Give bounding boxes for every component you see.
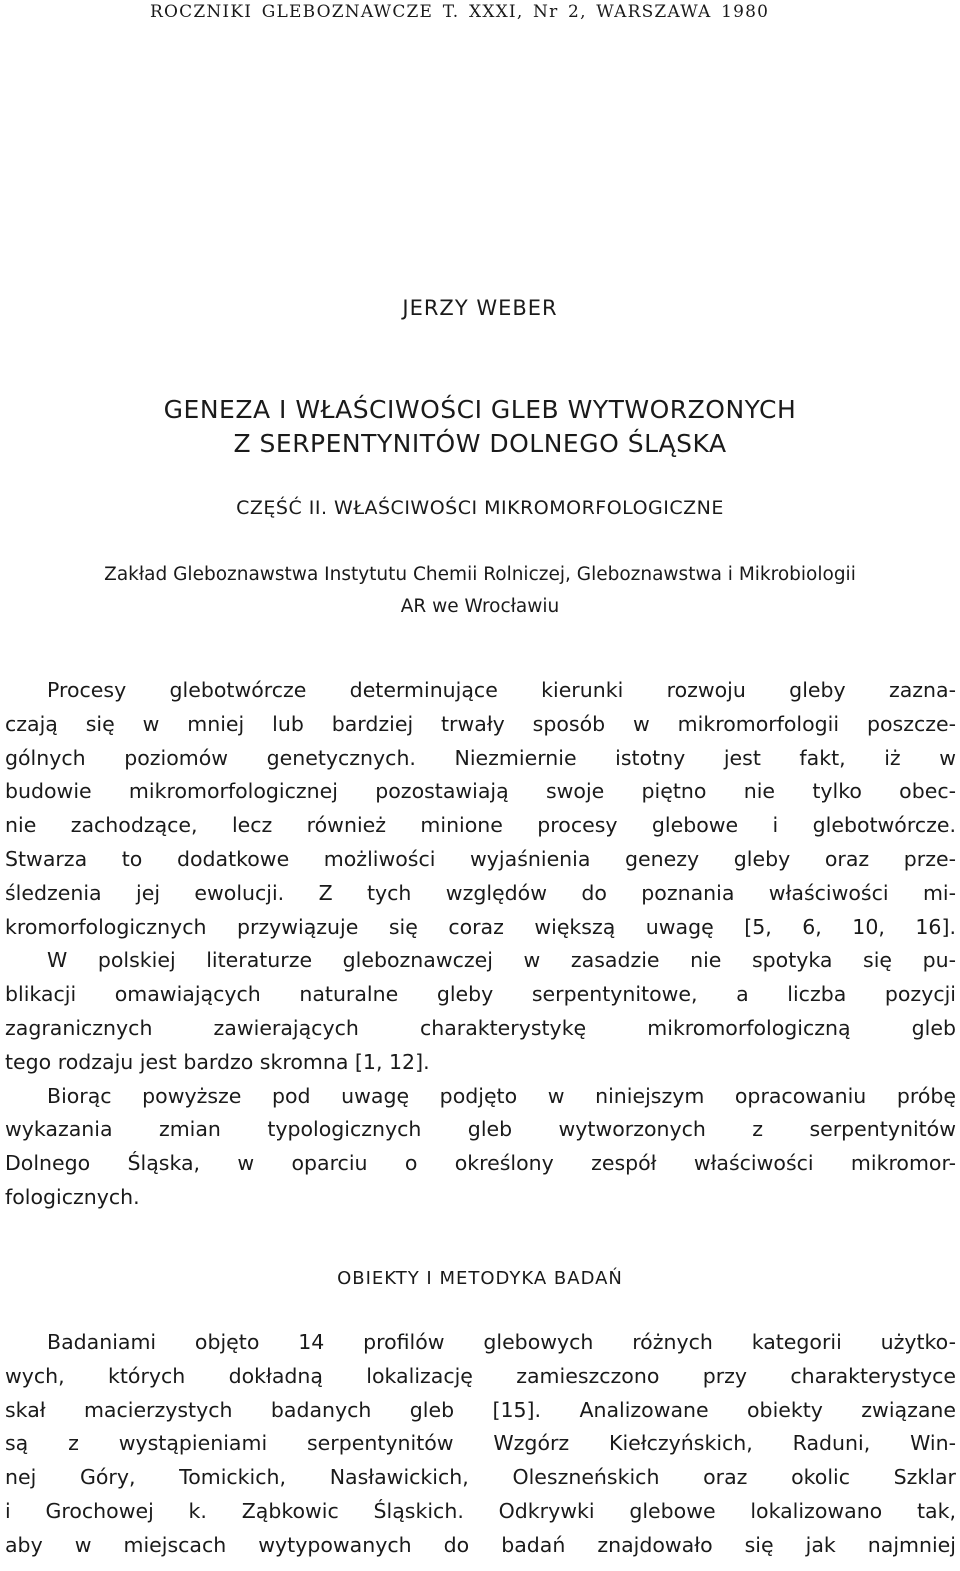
intro-line: gólnych poziomów genetycznych. Niezmiernie istotny jest fakt, iż w bbox=[5, 745, 956, 770]
intro-line: blikacji omawiających naturalne gleby serpentynitowe, a liczba pozycji bbox=[5, 982, 956, 1007]
intro-line: fologicznych. bbox=[5, 1184, 140, 1209]
intro-line: Stwarza to dodatkowe możliwości wyjaśnienia genezy gleby oraz prze- bbox=[5, 846, 956, 871]
article-title bbox=[0, 393, 960, 461]
methods-line: aby w miejscach wytypowanych do badań znajdowało się jak najmniej bbox=[5, 1532, 956, 1557]
intro-text bbox=[5, 674, 956, 1215]
methods-line: i Grochowej k. Ząbkowic Śląskich. Odkrywki glebowe lokalizowano tak, bbox=[5, 1498, 956, 1523]
methods-line: wych, których dokładną lokalizację zamieszczono przy charakterystyce bbox=[5, 1363, 956, 1388]
intro-line: W polskiej literaturze gleboznawczej w zasadzie nie spotyka się pu- bbox=[47, 948, 956, 973]
affiliation-line-2: AR we Wrocławiu bbox=[400, 596, 560, 617]
intro-line: zagranicznych zawierających charakterystykę mikromorfologiczną gleb bbox=[5, 1015, 956, 1040]
intro-line: wykazania zmian typologicznych gleb wytworzonych z serpentynitów bbox=[5, 1117, 956, 1142]
article-title-line-2: Z SERPENTYNITÓW DOLNEGO ŚLĄSKA bbox=[233, 429, 727, 458]
intro-line: nie zachodzące, lecz również minione procesy glebowe i glebotwórcze. bbox=[5, 813, 956, 838]
intro-line: tego rodzaju jest bardzo skromna [1, 12]. bbox=[5, 1049, 430, 1074]
intro-line: czają się w mniej lub bardziej trwały sposób w mikromorfologii poszcze- bbox=[5, 711, 956, 736]
author-name: JERZY WEBER bbox=[402, 296, 558, 320]
methods-text bbox=[5, 1326, 956, 1563]
intro-line: Biorąc powyższe pod uwagę podjęto w niniejszym opracowaniu próbę bbox=[47, 1083, 956, 1108]
section-heading: OBIEKTY I METODYKA BADAŃ bbox=[337, 1268, 623, 1289]
intro-line: śledzenia jej ewolucji. Z tych względów do poznania właściwości mi- bbox=[5, 880, 956, 905]
methods-line: nej Góry, Tomickich, Nasławickich, Oleszneńskich oraz okolic Szklar bbox=[5, 1465, 956, 1490]
affiliation bbox=[0, 559, 960, 623]
methods-line: skał macierzystych badanych gleb [15]. Analizowane obiekty związane bbox=[5, 1397, 956, 1422]
affiliation-line-1: Zakład Gleboznawstwa Instytutu Chemii Rolniczej, Gleboznawstwa i Mikrobiologii bbox=[104, 564, 856, 585]
methods-line: Badaniami objęto 14 profilów glebowych różnych kategorii użytko- bbox=[47, 1330, 956, 1354]
intro-line: Dolnego Śląska, w oparciu o określony zespół właściwości mikromor- bbox=[5, 1151, 956, 1176]
part-subtitle: CZĘŚĆ II. WŁAŚCIWOŚCI MIKROMORFOLOGICZNE bbox=[236, 497, 724, 519]
article-title-line-1: GENEZA I WŁAŚCIWOŚCI GLEB WYTWORZONYCH bbox=[163, 395, 797, 424]
intro-line: kromorfologicznych przywiązuje się coraz większą uwagę [5, 6, 10, 16]. bbox=[5, 914, 956, 939]
intro-line: Procesy glebotwórcze determinujące kierunki rozwoju gleby zazna- bbox=[47, 678, 956, 702]
methods-line: są z wystąpieniami serpentynitów Wzgórz Kiełczyńskich, Raduni, Win- bbox=[5, 1431, 956, 1456]
journal-header: ROCZNIKI GLEBOZNAWCZE T. XXXI, Nr 2, WARSZAWA 1980 bbox=[150, 2, 770, 22]
intro-line: budowie mikromorfologicznej pozostawiają swoje piętno nie tylko obec- bbox=[5, 779, 956, 804]
